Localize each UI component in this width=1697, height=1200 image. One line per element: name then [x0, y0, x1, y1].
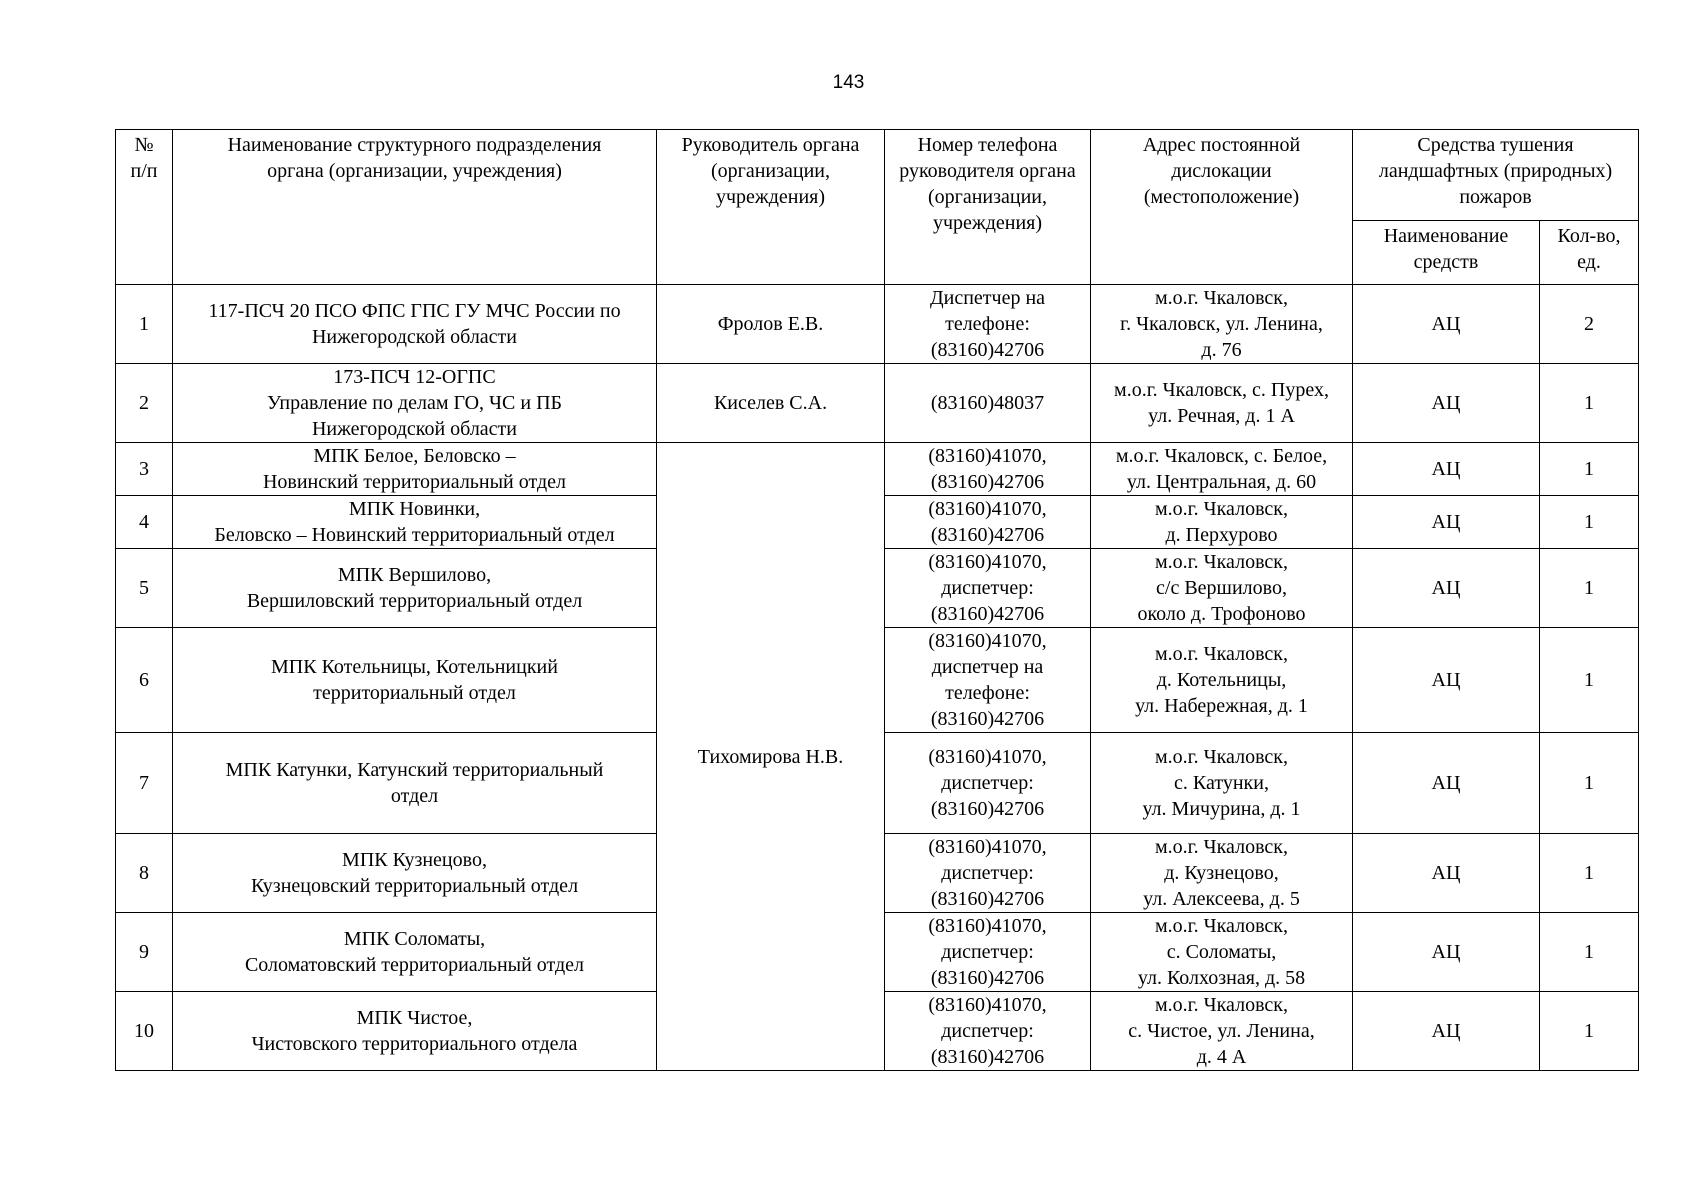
row-means: АЦ: [1353, 628, 1540, 733]
row-num: 3: [116, 443, 173, 496]
row-name: МПК Чистое, Чистовского территориального отдела: [173, 992, 657, 1071]
header-means-qty: Кол-во, ед.: [1540, 221, 1639, 285]
row-name: МПК Катунки, Катунский территориальный отдел: [173, 733, 657, 834]
row-address: м.о.г. Чкаловск, г. Чкаловск, ул. Ленина, д. 76: [1091, 285, 1353, 364]
row-qty: 1: [1540, 913, 1639, 992]
table-row: [116, 364, 1639, 443]
row-qty: 1: [1540, 364, 1639, 443]
units-table: [115, 129, 1639, 1071]
header-phone: Номер телефона руководителя органа (организации, учреждения): [885, 130, 1091, 285]
row-qty: 1: [1540, 549, 1639, 628]
row-address: м.о.г. Чкаловск, с. Соломаты, ул. Колхозная, д. 58: [1091, 913, 1353, 992]
row-means: АЦ: [1353, 364, 1540, 443]
row-phone: (83160)41070, диспетчер: (83160)42706: [885, 733, 1091, 834]
row-means: АЦ: [1353, 913, 1540, 992]
row-address: м.о.г. Чкаловск, д. Котельницы, ул. Набережная, д. 1: [1091, 628, 1353, 733]
row-phone: (83160)41070, диспетчер: (83160)42706: [885, 834, 1091, 913]
row-qty: 2: [1540, 285, 1639, 364]
row-address: м.о.г. Чкаловск, с. Катунки, ул. Мичурина, д. 1: [1091, 733, 1353, 834]
row-num: 10: [116, 992, 173, 1071]
row-num: 8: [116, 834, 173, 913]
row-num: 1: [116, 285, 173, 364]
row-address: м.о.г. Чкаловск, д. Перхурово: [1091, 496, 1353, 549]
row-name: 173-ПСЧ 12-ОГПС Управление по делам ГО, ЧС и ПБ Нижегородской области: [173, 364, 657, 443]
row-address: м.о.г. Чкаловск, с. Пурех, ул. Речная, д. 1 А: [1091, 364, 1353, 443]
row-qty: 1: [1540, 628, 1639, 733]
row-qty: 1: [1540, 992, 1639, 1071]
row-means: АЦ: [1353, 285, 1540, 364]
row-name: МПК Белое, Беловско – Новинский территориальный отдел: [173, 443, 657, 496]
row-means: АЦ: [1353, 496, 1540, 549]
row-means: АЦ: [1353, 834, 1540, 913]
row-phone: (83160)41070, (83160)42706: [885, 443, 1091, 496]
header-address: Адрес постоянной дислокации (местоположение): [1091, 130, 1353, 285]
table-row: [116, 443, 1639, 496]
row-num: 2: [116, 364, 173, 443]
row-phone: (83160)41070, диспетчер: (83160)42706: [885, 549, 1091, 628]
row-phone: (83160)48037: [885, 364, 1091, 443]
row-means: АЦ: [1353, 443, 1540, 496]
shared-head: Тихомирова Н.В.: [657, 443, 885, 1071]
row-name: МПК Новинки, Беловско – Новинский территориальный отдел: [173, 496, 657, 549]
row-means: АЦ: [1353, 733, 1540, 834]
page-number: 143: [832, 72, 865, 93]
row-address: м.о.г. Чкаловск, с. Чистое, ул. Ленина, д. 4 А: [1091, 992, 1353, 1071]
table-row: [116, 285, 1639, 364]
row-phone: Диспетчер на телефоне: (83160)42706: [885, 285, 1091, 364]
row-phone: (83160)41070, диспетчер на телефоне: (83160)42706: [885, 628, 1091, 733]
row-name: 117-ПСЧ 20 ПСО ФПС ГПС ГУ МЧС России по Нижегородской области: [173, 285, 657, 364]
row-num: 7: [116, 733, 173, 834]
row-phone: (83160)41070, диспетчер: (83160)42706: [885, 992, 1091, 1071]
row-means: АЦ: [1353, 992, 1540, 1071]
row-address: м.о.г. Чкаловск, д. Кузнецово, ул. Алексеева, д. 5: [1091, 834, 1353, 913]
row-qty: 1: [1540, 733, 1639, 834]
row-num: 5: [116, 549, 173, 628]
row-name: МПК Кузнецово, Кузнецовский территориальный отдел: [173, 834, 657, 913]
row-num: 9: [116, 913, 173, 992]
row-num: 6: [116, 628, 173, 733]
header-means: Средства тушения ландшафтных (природных) пожаров: [1353, 130, 1639, 221]
row-phone: (83160)41070, (83160)42706: [885, 496, 1091, 549]
header-means-name: Наименование средств: [1353, 221, 1540, 285]
header-num: № п/п: [116, 130, 173, 285]
row-qty: 1: [1540, 443, 1639, 496]
row-head: Фролов Е.В.: [657, 285, 885, 364]
row-address: м.о.г. Чкаловск, с/с Вершилово, около д. Трофоново: [1091, 549, 1353, 628]
header-head: Руководитель органа (организации, учреждения): [657, 130, 885, 285]
header-name: Наименование структурного подразделения органа (организации, учреждения): [173, 130, 657, 285]
row-name: МПК Соломаты, Соломатовский территориальный отдел: [173, 913, 657, 992]
row-head: Киселев С.А.: [657, 364, 885, 443]
row-means: АЦ: [1353, 549, 1540, 628]
row-phone: (83160)41070, диспетчер: (83160)42706: [885, 913, 1091, 992]
row-num: 4: [116, 496, 173, 549]
row-qty: 1: [1540, 834, 1639, 913]
row-name: МПК Вершилово, Вершиловский территориальный отдел: [173, 549, 657, 628]
row-address: м.о.г. Чкаловск, с. Белое, ул. Центральная, д. 60: [1091, 443, 1353, 496]
row-qty: 1: [1540, 496, 1639, 549]
row-name: МПК Котельницы, Котельницкий территориальный отдел: [173, 628, 657, 733]
